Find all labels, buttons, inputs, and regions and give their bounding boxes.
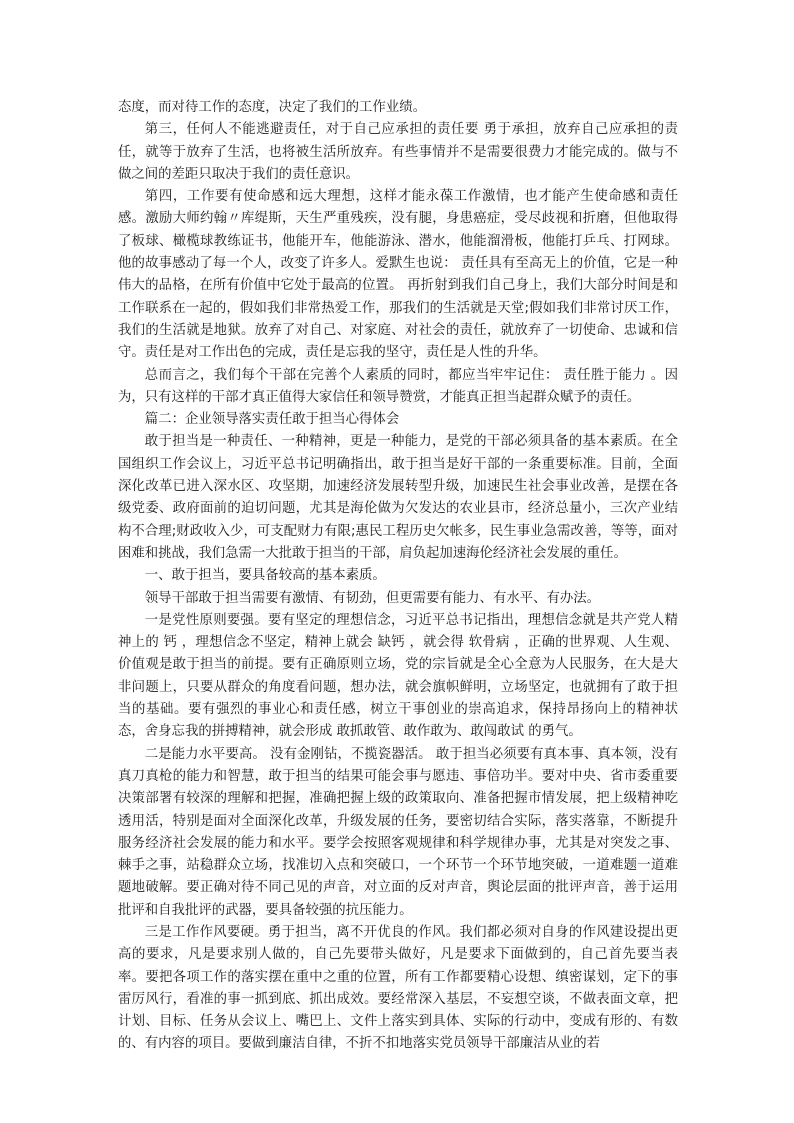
subheading-basic-qualities: 一、敢于担当，要具备较高的基本素质。 <box>144 568 386 584</box>
paragraph-ability-level: 二是能力水平要高。 没有金刚钻，不揽瓷器活。 敢于担当必须要有真本事、真本领，没有真刀真枪的能力和智慧，敢于担当的结果可能会事与愿违、事倍功半。要对中央、省市委重要决策部署有较深的理解和把握，准确把握上级的政策取向、准备把握市情发展，把上级精神吃透用活，特别是面对全面深化改革，升级发展的任务，要密切结合实际，落实落靠，不断提升服务经济社会发展的能力和水平。要学会按照客观规律和科学规律办事，尤其是对突发之事、棘手之事，站稳群众立场，找准切入点和突破口，一个环节一个环节地突破，一道难题一道难题地破解。要正确对待不同己见的声音，对立面的反对声音，舆论层面的批评声音，善于运用批评和自我批评的武器，要具备较强的抗压能力。 <box>118 746 678 918</box>
document-page <box>118 97 678 1056</box>
paragraph-work-style: 三是工作作风要硬。勇于担当，离不开优良的作风。我们都必须对自身的作风建设提出更高的要求，凡是要求别人做的，自己先要带头做好，凡是要求下面做到的，自己首先要当表率。要把各项工作的落实摆在重中之重的位置，所有工作都要精心设想、缜密谋划，定下的事雷厉风行，看准的事一抓到底、抓出成效。要经常深入基层，不妄想空谈，不做表面文章，把计划、目标、任务从会议上、嘴巴上、文件上落实到具体、实际的行动中，变成有形的、有数的、有内容的项目。要做到廉洁自律，不折不扣地落实党员领导干部廉洁从业的若 <box>118 924 678 1052</box>
paragraph-leadership-needs: 领导干部敢于担当需要有激情、有韧劲，但更需要有能力、有水平、有办法。 <box>144 590 601 606</box>
paragraph-third-point: 第三，任何人不能逃避责任，对于自己应承担的责任要 勇于承担，放弃自己应承担的责任，就等于放弃了生活，也将被生活所放弃。有些事情并不是需要很费力才能完成的。做与不做之间的差距只取决于我们的责任意识。 <box>118 122 678 182</box>
paragraph-conclusion: 总而言之，我们每个干部在完善个人素质的同时，都应当牢牢记住： 责任胜于能力 。因为，只有这样的干部才真正值得大家信任和领导赞赏，才能真正担当起群众赋予的责任。 <box>118 367 678 405</box>
section-heading-part-two: 篇二：企业领导落实责任敢于担当心得体会 <box>144 412 400 428</box>
paragraph-fourth-point: 第四，工作要有使命感和远大理想，这样才能永葆工作激情，也才能产生使命感和责任感。激励大师约翰〃库缇斯，天生严重残疾，没有腿，身患癌症，受尽歧视和折磨，但他取得了板球、橄榄球教练证书，他能开车，他能游泳、潜水，他能溜滑板，他能打乒乓、打网球。他的故事感动了每一个人，改变了许多人。爱默生也说： 责任具有至高无上的价值，它是一种伟大的品格，在所有价值中它处于最高的位置。 再折射到我们自己身上，我们大部分时间是和工作联系在一起的，假如我们非常热爱工作，那我们的生活就是天堂;假如我们非常讨厌工作，我们的生活就是地狱。放弃了对自己、对家庭、对社会的责任，就放弃了一切使命、忠诚和信守。责任是对工作出色的完成，责任是忘我的坚守，责任是人性的升华。 <box>118 189 678 361</box>
paragraph-continuation: 态度，而对待工作的态度，决定了我们的工作业绩。 <box>118 100 426 115</box>
paragraph-party-principle: 一是党性原则要强。要有坚定的理想信念，习近平总书记指出，理想信念就是共产党人精神上的 钙 ，理想信念不坚定，精神上就会 缺钙 ，就会得 软骨病 ，正确的世界观、人生观、价值观是敢于担当的前提。要有正确原则立场，党的宗旨就是全心全意为人民服务，在大是大非问题上，只要从群众的角度看问题，想办法，就会旗帜鲜明，立场坚定，也就拥有了敢于担当的基础。要有强烈的事业心和责任感，树立干事创业的崇高追求，保持昂扬向上的精神状态，舍身忘我的拼搏精神，就会形成 敢抓敢管、敢作敢为、敢闯敢试 的勇气。 <box>118 612 678 740</box>
paragraph-intro: 敢于担当是一种责任、一种精神，更是一种能力，是党的干部必须具备的基本素质。在全国组织工作会议上，习近平总书记明确指出，敢于担当是好干部的一条重要标准。目前，全面深化改革已进入深水区、攻坚期，加速经济发展转型升级，加速民生社会事业改善，是摆在各级党委、政府面前的迫切问题，尤其是海伦做为欠发达的农业县市，经济总量小，三次产业结构不合理;财政收入少，可支配财力有限;惠民工程历史欠帐多，民生事业急需改善，等等，面对困难和挑战，我们急需一大批敢于担当的干部，肩负起加速海伦经济社会发展的重任。 <box>118 434 678 561</box>
